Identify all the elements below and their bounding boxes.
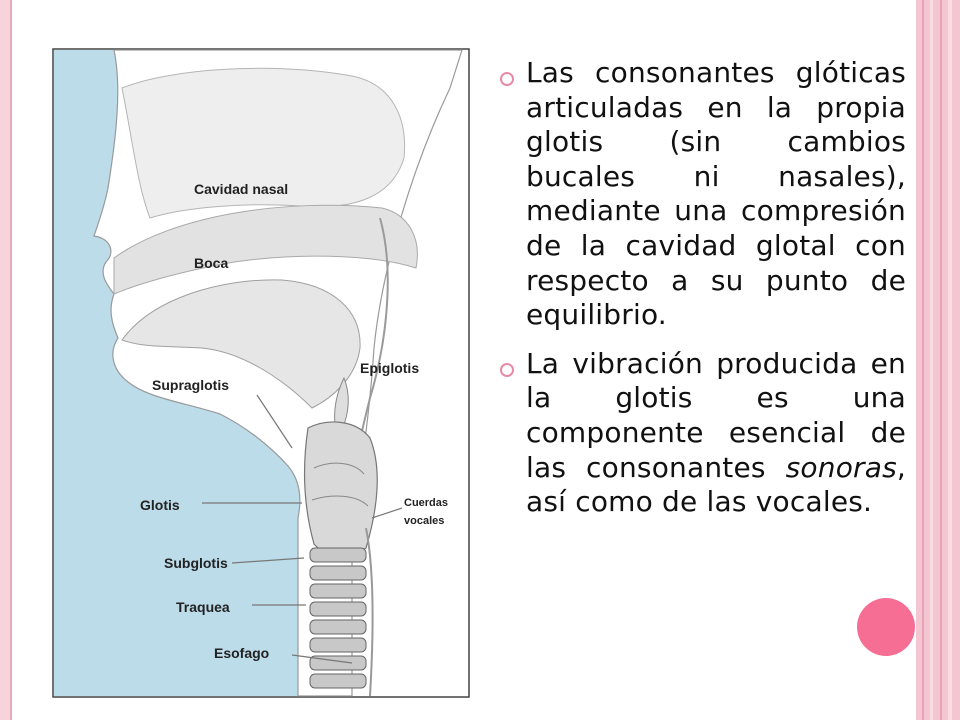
label-vocales: vocales (404, 515, 445, 527)
label-subglotis: Subglotis (164, 555, 228, 571)
label-cuerdas: Cuerdas (404, 497, 449, 509)
bullet-text-glottal-consonants: Las consonantes glóticas articuladas en la propia glotis (sin cambios bucales ni nasales), mediante una compresión de la cavidad glotal con respecto a su punto de equilibrio. (526, 56, 906, 332)
left-frame-border (0, 0, 12, 720)
bullet-circle-icon (500, 363, 514, 377)
bullet-item (496, 56, 906, 333)
bullet-text-part: La vibración producida en la glotis es una componente esencial de las consonantes (526, 346, 906, 484)
vocal-tract-illustration (52, 48, 470, 698)
label-traquea: Traquea (176, 599, 230, 615)
vocal-tract-diagram (52, 48, 470, 698)
bullet-text-part: , así como de las vocales. (526, 450, 906, 519)
label-cavidad-nasal: Cavidad nasal (194, 181, 289, 197)
label-boca: Boca (194, 255, 229, 271)
bullet-text-italic: sonoras (785, 450, 897, 484)
right-frame-border (916, 0, 960, 720)
label-glotis: Glotis (140, 497, 180, 513)
bullet-item (496, 347, 906, 520)
label-supraglotis: Supraglotis (152, 377, 230, 393)
bullet-text-vibration (526, 347, 906, 520)
label-epiglotis: Epiglotis (360, 360, 420, 376)
bullet-list (496, 56, 906, 534)
decorative-pink-circle (857, 598, 915, 656)
bullet-circle-icon (500, 72, 514, 86)
label-esofago: Esofago (214, 645, 270, 661)
